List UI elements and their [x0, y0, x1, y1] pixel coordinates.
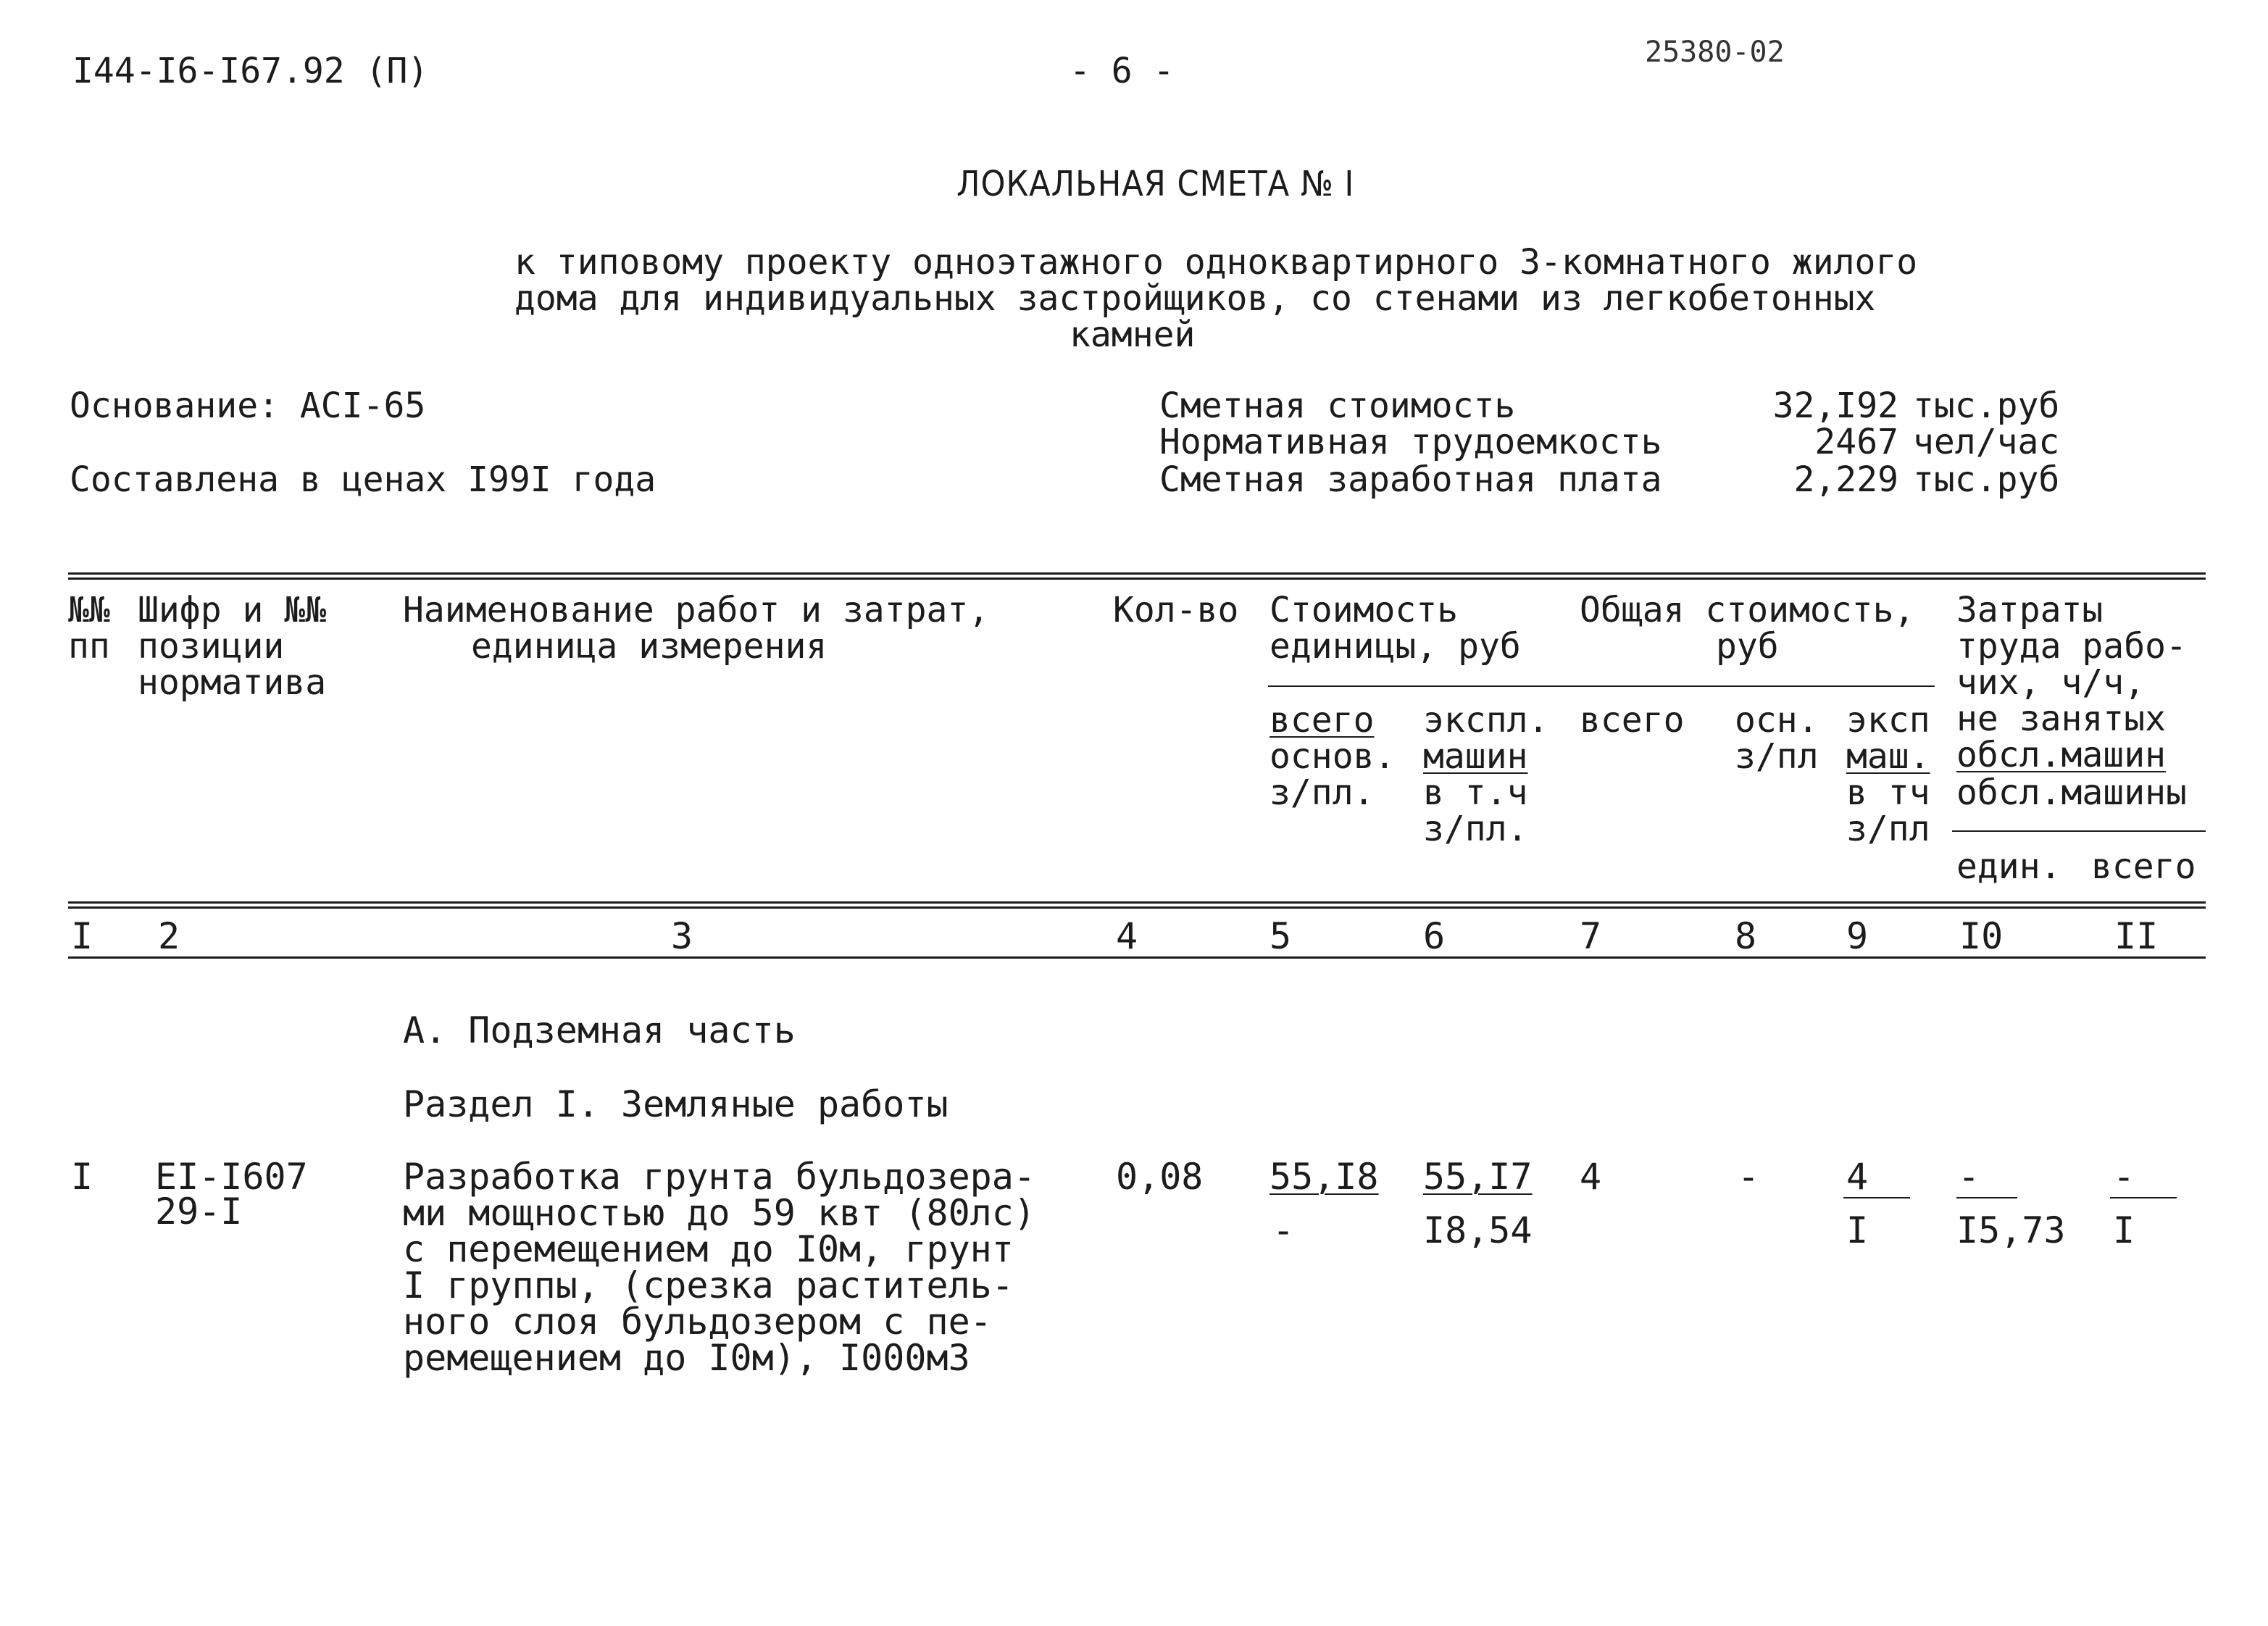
- row-1-quantity: 0,08: [1116, 1156, 1204, 1198]
- hdr-c5-line2: основ.: [1270, 736, 1396, 777]
- labor-value: 2467: [1814, 422, 1898, 462]
- hdr-c3-line1: Наименование работ и затрат,: [403, 590, 990, 630]
- row-1-unit-machine: 55,I7: [1423, 1156, 1533, 1198]
- estimate-cost-value: 32,I92: [1772, 385, 1898, 426]
- row-1-code-line2: 29-I: [155, 1191, 243, 1233]
- hdr-c9-line1: эксп: [1846, 700, 1930, 741]
- colnum-7: 7: [1580, 915, 1602, 957]
- row-1-name-line3: с перемещением до I0м, грунт: [403, 1228, 1014, 1270]
- header-subrule-labor: [1952, 830, 2206, 832]
- subtitle-line-2: дома для индивидуальных застройщиков, со стенами из легкобетонных: [514, 278, 1876, 319]
- page-number: - 6 -: [1070, 51, 1175, 91]
- hdr-c10: един.: [1956, 846, 2061, 887]
- header-bottom-rule: [68, 901, 2206, 904]
- row-1-name-line2: ми мощностью до 59 квт (80лс): [403, 1192, 1035, 1234]
- document-code: I44-I6-I67.92 (П): [72, 51, 429, 91]
- wages-label: Сметная заработная плата: [1159, 459, 1662, 500]
- subtitle-line-3: камней: [1070, 314, 1196, 355]
- colnum-10: I0: [1959, 915, 2004, 957]
- hdr-c789-line2: руб: [1716, 626, 1779, 667]
- row-1-name-line1: Разработка грунта бульдозера-: [403, 1156, 1035, 1198]
- wages-value: 2,229: [1793, 459, 1898, 500]
- colnum-1: I: [71, 915, 93, 957]
- hdr-c5-line1: всего: [1270, 700, 1375, 741]
- row-1-labor-unit-machine: I5,73: [1956, 1209, 2066, 1251]
- hdr-c1011-line4: не занятых: [1956, 699, 2166, 739]
- header-subrule-costs: [1268, 685, 1935, 687]
- document-title: ЛОКАЛЬНАЯ СМЕТА № I: [956, 164, 1355, 204]
- subtitle-line-1: к типовому проекту одноэтажного одноквартирного 3-комнатного жилого: [514, 242, 1918, 283]
- part-heading: А. Подземная часть: [403, 1009, 796, 1051]
- hdr-c1011-line1: Затраты: [1956, 590, 2104, 630]
- hdr-c9-line4: з/пл: [1846, 809, 1930, 849]
- hdr-c6-line1: экспл.: [1423, 700, 1549, 741]
- row-1-c9-underline: [1843, 1197, 1910, 1198]
- hdr-c8-line1: осн.: [1735, 700, 1819, 741]
- archive-number: 25380-02: [1645, 36, 1785, 69]
- hdr-c9-line3: в тч: [1846, 772, 1930, 813]
- hdr-c6-line3: в т.ч: [1423, 772, 1528, 813]
- header-bottom-rule-2: [68, 906, 2206, 909]
- hdr-c7: всего: [1580, 700, 1685, 741]
- wages-unit: тыс.руб: [1913, 459, 2060, 500]
- hdr-c11: всего: [2091, 846, 2196, 887]
- row-1-total: 4: [1580, 1156, 1602, 1198]
- hdr-c9-line2: маш.: [1846, 736, 1930, 777]
- row-1-labor-total-machine: I: [2113, 1209, 2135, 1251]
- hdr-c6-line4: з/пл.: [1423, 809, 1528, 849]
- row-1-c10-underline: [1956, 1197, 2017, 1198]
- hdr-c6-line2: машин: [1423, 736, 1528, 777]
- hdr-c2-line1: Шифр и №№: [138, 590, 327, 630]
- row-1-name-line5: ного слоя бульдозером с пе-: [403, 1301, 992, 1343]
- hdr-c56-line2: единицы, руб: [1270, 626, 1521, 667]
- row-1-unit-machine-wage: I8,54: [1423, 1209, 1533, 1251]
- labor-label: Нормативная трудоемкость: [1159, 422, 1662, 462]
- hdr-c8-line2: з/пл: [1735, 736, 1819, 777]
- row-1-unit-total: 55,I8: [1270, 1156, 1379, 1198]
- hdr-c5-line3: з/пл.: [1270, 772, 1375, 813]
- colnum-11: II: [2114, 915, 2159, 957]
- row-1-unit-wage: -: [1272, 1209, 1295, 1251]
- hdr-c789-line1: Общая стоимость,: [1580, 590, 1915, 630]
- row-1-name-line4: I группы, (срезка раститель-: [403, 1264, 1014, 1306]
- labor-unit: чел/час: [1913, 422, 2060, 462]
- row-1-total-machine: 4: [1846, 1156, 1869, 1198]
- estimate-cost-unit: тыс.руб: [1913, 385, 2060, 426]
- hdr-c1011-line6: обсл.машины: [1956, 772, 2187, 813]
- hdr-c1011-line2: труда рабо-: [1956, 626, 2187, 667]
- section-heading: Раздел I. Земляные работы: [403, 1083, 949, 1125]
- colnum-4: 4: [1116, 915, 1138, 957]
- basis-text: Основание: АСI-65: [70, 385, 426, 426]
- table-top-rule: [68, 572, 2206, 575]
- colnum-5: 5: [1270, 915, 1292, 957]
- row-1-number: I: [71, 1156, 93, 1198]
- row-1-name-line6: ремещением до I0м), I000м3: [403, 1337, 970, 1379]
- row-1-code-line1: EI-I607: [155, 1156, 308, 1198]
- hdr-c1-line2: пп: [68, 626, 110, 667]
- row-1-total-machine-wage: I: [1846, 1209, 1869, 1251]
- hdr-c4: Кол-во: [1113, 590, 1239, 630]
- hdr-c1-line1: №№: [68, 590, 110, 630]
- hdr-c1011-line3: чих, ч/ч,: [1956, 662, 2146, 703]
- prices-text: Составлена в ценах I99I года: [70, 459, 656, 500]
- colnum-6: 6: [1423, 915, 1446, 957]
- hdr-c2-line2: позиции: [138, 626, 285, 667]
- hdr-c56-line1: Стоимость: [1270, 590, 1459, 630]
- estimate-cost-label: Сметная стоимость: [1159, 385, 1516, 426]
- colnum-3: 3: [671, 915, 693, 957]
- table-top-rule-2: [68, 578, 2206, 580]
- row-1-labor-total: -: [2113, 1156, 2135, 1198]
- row-1-c11-underline: [2110, 1197, 2177, 1198]
- colnum-9: 9: [1846, 915, 1869, 957]
- colnum-2: 2: [158, 915, 180, 957]
- hdr-c3-line2: единица измерения: [471, 626, 827, 667]
- row-1-labor-unit: -: [1958, 1156, 1980, 1198]
- hdr-c2-line3: норматива: [138, 662, 327, 703]
- colnum-8: 8: [1735, 915, 1757, 957]
- hdr-c1011-line5: обсл.машин: [1956, 735, 2166, 775]
- row-1-total-wage: -: [1738, 1156, 1760, 1198]
